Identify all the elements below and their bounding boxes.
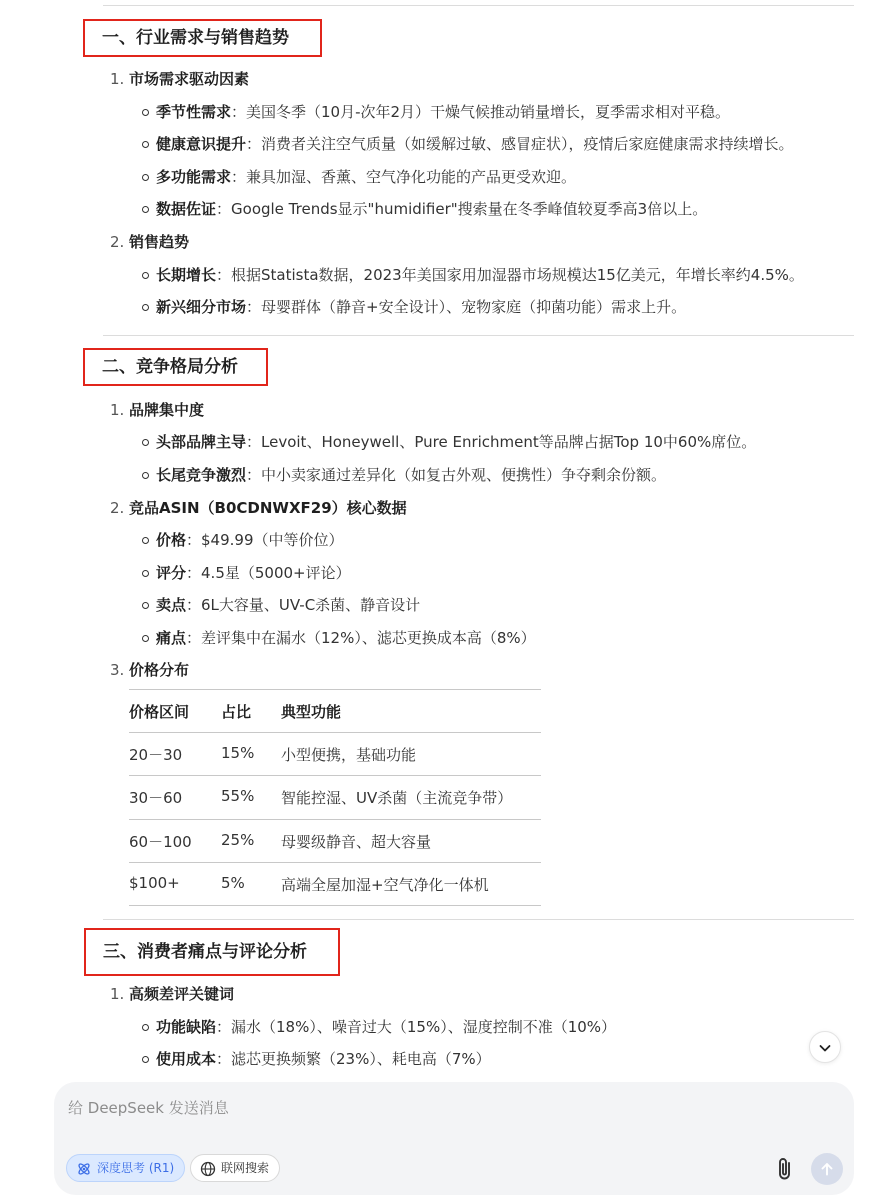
- bullet-label: 价格: [156, 531, 187, 549]
- list-number: 3.: [110, 661, 125, 679]
- bullet-icon: [142, 272, 149, 279]
- table-cell: 高端全屋加湿+空气净化一体机: [281, 876, 489, 894]
- list-item: [110, 230, 189, 254]
- list-item: [110, 496, 407, 520]
- table-cell: 60－100: [129, 833, 192, 851]
- deep-think-label: 深度思考 (R1): [97, 1161, 175, 1175]
- bullet-item: [142, 132, 794, 156]
- list-item-title: 价格分布: [129, 661, 190, 679]
- bullet-text: ：$49.99（中等价位）: [186, 531, 344, 549]
- table-cell: $100+: [129, 874, 180, 892]
- table-cell: 25%: [221, 831, 255, 849]
- bullet-text: ：漏水（18%）、噪音过大（15%）、湿度控制不准（10%）: [216, 1018, 617, 1036]
- table-cell: 30－60: [129, 789, 183, 807]
- bullet-icon: [142, 304, 149, 311]
- bullet-label: 长期增长: [156, 266, 217, 284]
- table-border: [129, 775, 541, 776]
- table-header-cell: 典型功能: [281, 703, 342, 721]
- paperclip-icon: [774, 1156, 796, 1182]
- bullet-text: ：差评集中在漏水（12%）、滤芯更换成本高（8%）: [186, 629, 536, 647]
- atom-icon: [76, 1161, 92, 1177]
- list-item: [110, 67, 249, 91]
- bullet-item: [142, 626, 536, 650]
- table-cell: 5%: [221, 874, 245, 892]
- list-number: 2.: [110, 233, 125, 251]
- bullet-icon: [142, 1024, 149, 1031]
- arrow-up-icon: [819, 1161, 835, 1177]
- list-item: [110, 398, 204, 422]
- bullet-label: 评分: [156, 564, 187, 582]
- section-title: 一、行业需求与销售趋势: [83, 19, 322, 57]
- section-title: 二、竞争格局分析: [83, 348, 268, 386]
- bullet-icon: [142, 206, 149, 213]
- bullet-item: [142, 463, 666, 487]
- bullet-label: 功能缺陷: [156, 1018, 217, 1036]
- send-button[interactable]: [811, 1153, 843, 1185]
- bullet-label: 卖点: [156, 596, 187, 614]
- table-cell: 小型便携，基础功能: [281, 746, 417, 764]
- bullet-label: 新兴细分市场: [156, 298, 247, 316]
- list-number: 1.: [110, 985, 125, 1003]
- bullet-item: [142, 561, 351, 585]
- bullet-item: [142, 100, 730, 124]
- deep-think-toggle[interactable]: [66, 1154, 185, 1182]
- bullet-icon: [142, 174, 149, 181]
- bullet-item: [142, 593, 420, 617]
- bullet-label: 多功能需求: [156, 168, 232, 186]
- bullet-item: [142, 263, 804, 287]
- bullet-icon: [142, 109, 149, 116]
- bullet-text: ：根据Statista数据，2023年美国家用加湿器市场规模达15亿美元，年增长率约4.5%。: [216, 266, 804, 284]
- globe-icon: [200, 1161, 216, 1177]
- bullet-label: 数据佐证: [156, 200, 217, 218]
- table-border: [129, 689, 541, 690]
- bullet-label: 健康意识提升: [156, 135, 247, 153]
- bullet-text: ：4.5星（5000+评论）: [186, 564, 351, 582]
- bullet-label: 痛点: [156, 629, 187, 647]
- table-cell: 55%: [221, 787, 255, 805]
- list-item-title: 市场需求驱动因素: [129, 70, 250, 88]
- bullet-icon: [142, 1056, 149, 1063]
- bullet-label: 头部品牌主导: [156, 433, 247, 451]
- bullet-icon: [142, 570, 149, 577]
- table-header-cell: 占比: [221, 703, 252, 721]
- table-cell: 母婴级静音、超大容量: [281, 833, 432, 851]
- list-item-title: 品牌集中度: [129, 401, 205, 419]
- chevron-down-icon: [818, 1041, 832, 1055]
- section-title: 三、消费者痛点与评论分析: [84, 928, 340, 976]
- scroll-to-bottom-button[interactable]: [809, 1031, 841, 1063]
- bullet-label: 使用成本: [156, 1050, 217, 1068]
- bullet-item: [142, 1047, 491, 1071]
- list-item-title: 销售趋势: [129, 233, 190, 251]
- table-cell: 智能控湿、UV杀菌（主流竞争带）: [281, 789, 513, 807]
- table-border: [129, 819, 541, 820]
- bullet-item: [142, 197, 707, 221]
- bullet-icon: [142, 602, 149, 609]
- bullet-text: ：中小卖家通过差异化（如复古外观、便携性）争夺剩余份额。: [246, 466, 667, 484]
- bullet-text: ：美国冬季（10月-次年2月）干燥气候推动销量增长，夏季需求相对平稳。: [231, 103, 731, 121]
- bullet-icon: [142, 141, 149, 148]
- message-input[interactable]: 给 DeepSeek 发送消息: [68, 1099, 229, 1117]
- bullet-text: ：6L大容量、UV-C杀菌、静音设计: [186, 596, 421, 614]
- list-item-title: 高频差评关键词: [129, 985, 235, 1003]
- web-search-toggle[interactable]: [190, 1154, 280, 1182]
- bullet-item: [142, 295, 686, 319]
- bullet-label: 季节性需求: [156, 103, 232, 121]
- bullet-item: [142, 528, 344, 552]
- table-header-cell: 价格区间: [129, 703, 190, 721]
- bullet-icon: [142, 635, 149, 642]
- list-item: [110, 658, 189, 682]
- bullet-text: ：Levoit、Honeywell、Pure Enrichment等品牌占据Top 10中60%席位。: [246, 433, 757, 451]
- divider: [103, 5, 854, 6]
- list-number: 1.: [110, 401, 125, 419]
- bullet-item: [142, 430, 756, 454]
- table-border: [129, 732, 541, 733]
- table-border: [129, 905, 541, 906]
- bullet-icon: [142, 537, 149, 544]
- table-cell: 20－30: [129, 746, 183, 764]
- divider: [103, 919, 854, 920]
- bullet-text: ：兼具加湿、香薰、空气净化功能的产品更受欢迎。: [231, 168, 577, 186]
- web-search-label: 联网搜索: [221, 1161, 270, 1175]
- bullet-text: ：滤芯更换频繁（23%）、耗电高（7%）: [216, 1050, 491, 1068]
- attach-file-button[interactable]: [774, 1156, 796, 1186]
- bullet-text: ：消费者关注空气质量（如缓解过敏、感冒症状），疫情后家庭健康需求持续增长。: [246, 135, 794, 153]
- list-number: 1.: [110, 70, 125, 88]
- bullet-item: [142, 165, 576, 189]
- list-item-title: 竞品ASIN（B0CDNWXF29）核心数据: [129, 499, 407, 517]
- bullet-icon: [142, 472, 149, 479]
- table-border: [129, 862, 541, 863]
- list-number: 2.: [110, 499, 125, 517]
- bullet-text: ：母婴群体（静音+安全设计）、宠物家庭（抑菌功能）需求上升。: [246, 298, 687, 316]
- table-cell: 15%: [221, 744, 255, 762]
- bullet-icon: [142, 439, 149, 446]
- list-item: [110, 982, 234, 1006]
- divider: [103, 335, 854, 336]
- bullet-item: [142, 1015, 616, 1039]
- bullet-label: 长尾竞争激烈: [156, 466, 247, 484]
- bullet-text: ：Google Trends显示"humidifier"搜索量在冬季峰值较夏季高3倍以上。: [216, 200, 708, 218]
